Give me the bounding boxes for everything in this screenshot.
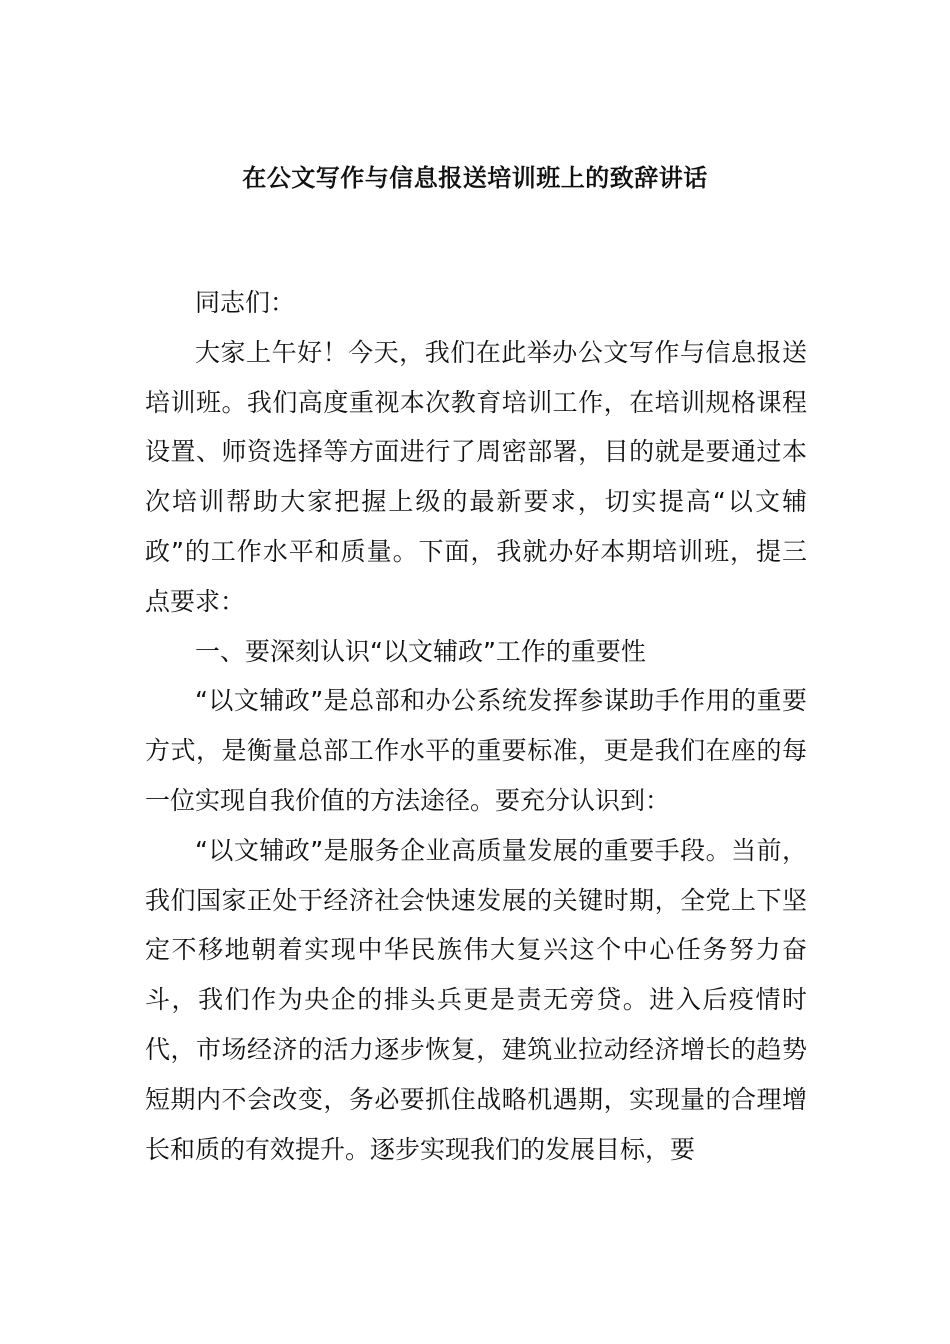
section-heading-1: 一、要深刻认识“以文辅政”工作的重要性 xyxy=(195,636,646,666)
document-body xyxy=(145,278,807,1174)
opening-paragraph: 大家上午好！今天，我们在此举办公文写作与信息报送培训班。我们高度重视本次教育培训工作，在培训规格课程设置、师资选择等方面进行了周密部署，目的就是要通过本次培训帮助大家把握上级的最新要求，切实提高“以文辅政”的工作水平和质量。下面，我就办好本期培训班，提三点要求： xyxy=(145,337,807,616)
salutation-paragraph: 同志们： xyxy=(195,288,296,317)
document-title: 在公文写作与信息报送培训班上的致辞讲话 xyxy=(242,164,708,192)
body-paragraph: “以文辅政”是总部和办公系统发挥参谋助手作用的重要方式，是衡量总部工作水平的重要标准，更是我们在座的每一位实现自我价值的方法途径。要充分认识到： xyxy=(145,686,807,815)
body-paragraph: “以文辅政”是服务企业高质量发展的重要手段。当前，我们国家正处于经济社会快速发展的关键时期，全党上下坚定不移地朝着实现中华民族伟大复兴这个中心任务努力奋斗，我们作为央企的排头兵更是责无旁贷。进入后疫情时代，市场经济的活力逐步恢复，建筑业拉动经济增长的趋势短期内不会改变，务必要抓住战略机遇期，实现量的合理增长和质的有效提升。逐步实现我们的发展目标，要 xyxy=(145,835,807,1164)
